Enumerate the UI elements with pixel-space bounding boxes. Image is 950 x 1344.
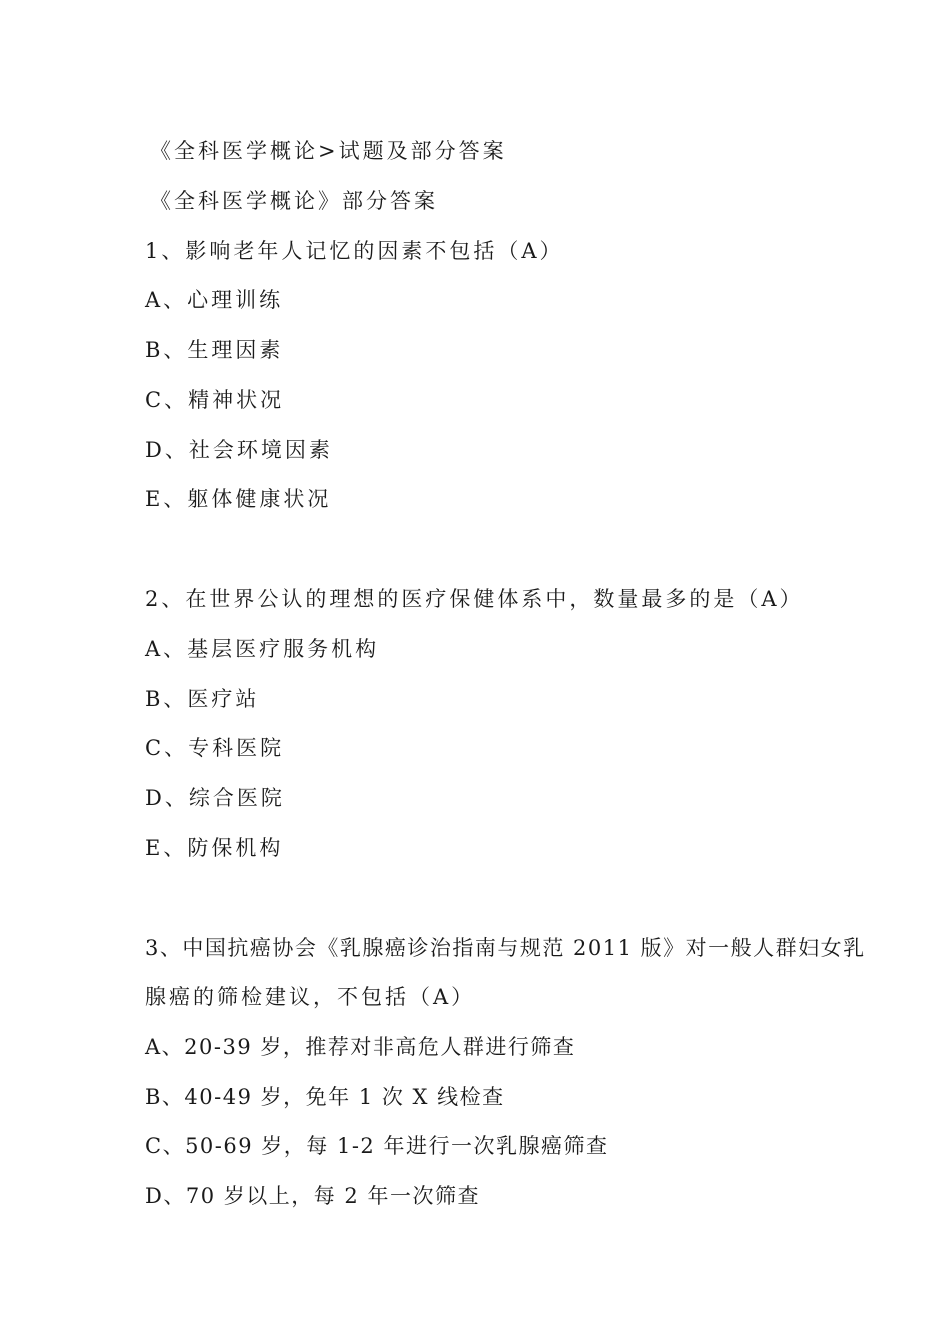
question-2-option-e: E、防保机构 [145, 836, 284, 860]
question-1-option-b: B、生理因素 [145, 338, 284, 362]
question-2-option-d: D、综合医院 [145, 786, 285, 810]
question-3-option-c: C、50-69 岁，每 1-2 年进行一次乳腺癌筛查 [145, 1134, 609, 1158]
question-3-option-d: D、70 岁以上，每 2 年一次筛查 [145, 1184, 480, 1208]
question-3-stem-line-1: 3、中国抗癌协会《乳腺癌诊治指南与规范 2011 版》对一般人群妇女乳 [145, 936, 866, 960]
question-1-stem: 1、影响老年人记忆的因素不包括（A） [145, 239, 564, 263]
question-3-option-a: A、20-39 岁，推荐对非高危人群进行筛查 [145, 1035, 576, 1059]
question-2-option-a: A、基层医疗服务机构 [145, 637, 380, 661]
question-3-stem-line-2: 腺癌的筛检建议，不包括（A） [145, 985, 476, 1009]
document-subtitle: 《全科医学概论》部分答案 [150, 189, 438, 213]
question-1-option-e: E、躯体健康状况 [145, 487, 332, 511]
question-2-stem: 2、在世界公认的理想的医疗保健体系中，数量最多的是（A） [145, 587, 804, 611]
document-title: 《全科医学概论>试题及部分答案 [150, 139, 507, 163]
question-2-option-c: C、专科医院 [145, 736, 285, 760]
question-3-option-b: B、40-49 岁，免年 1 次 X 线检查 [145, 1085, 505, 1109]
question-1-option-c: C、精神状况 [145, 388, 285, 412]
question-2-option-b: B、医疗站 [145, 687, 260, 711]
question-1-option-d: D、社会环境因素 [145, 438, 333, 462]
question-1-option-a: A、心理训练 [145, 288, 284, 312]
